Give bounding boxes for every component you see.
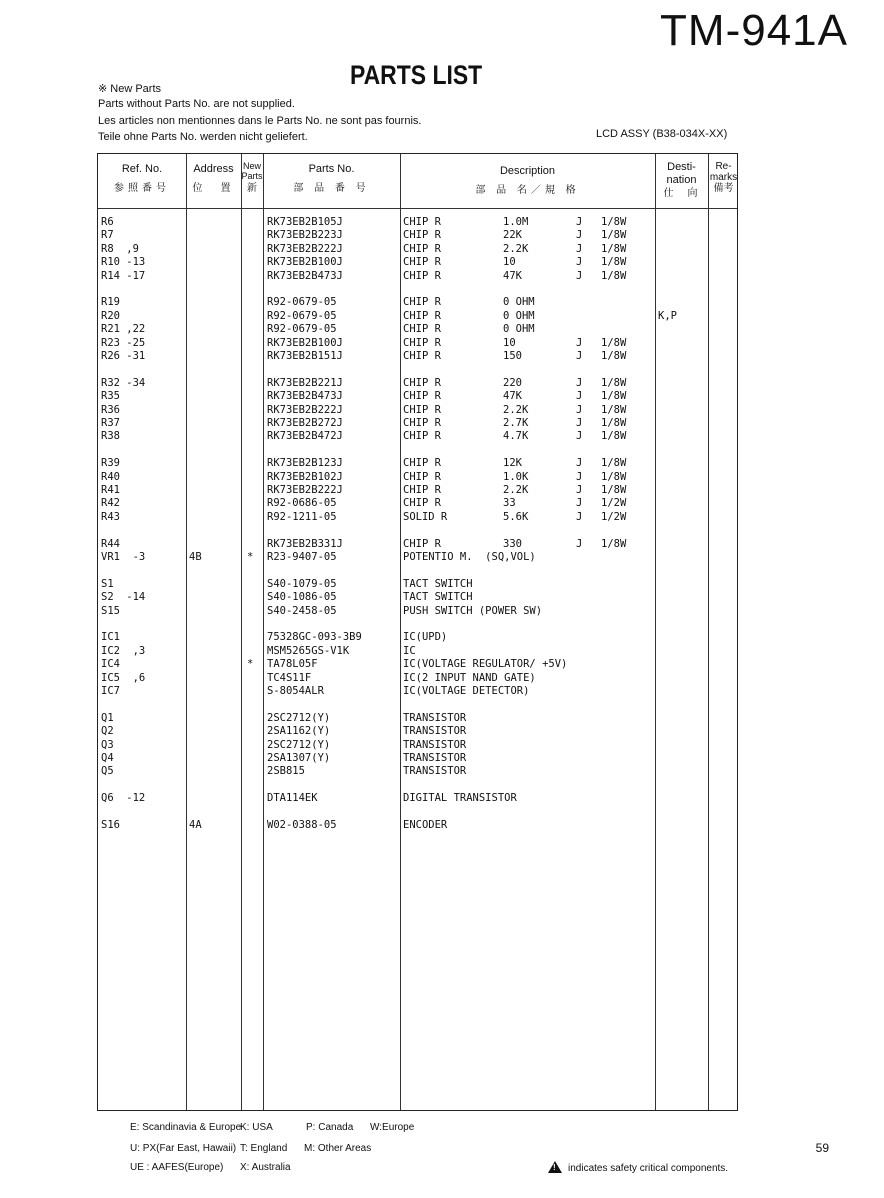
tolerance-cell: J <box>576 269 583 282</box>
table-row <box>98 484 738 497</box>
header-address: Address 位 置 <box>192 163 235 194</box>
value-cell: 33 <box>503 497 516 510</box>
description-cell: TACT SWITCH <box>403 591 473 604</box>
description-cell: TRANSISTOR <box>403 725 467 738</box>
part-number-cell: R92-0679-05 <box>267 296 337 309</box>
value-cell: 0 OHM <box>503 309 535 322</box>
description-cell: TRANSISTOR <box>403 738 467 751</box>
ref-cell: S1 <box>101 577 114 590</box>
ref-cell: S15 <box>101 604 120 617</box>
ref-cell: IC4 <box>101 658 120 671</box>
header-parts-no: Parts No. 部 品 番 号 <box>293 163 370 194</box>
description-cell: CHIP R <box>403 390 441 403</box>
legend-k: K: USA <box>240 1122 273 1133</box>
description-cell: CHIP R <box>403 484 441 496</box>
rating-cell: 1/8W <box>601 216 627 228</box>
ref-cell: R41 <box>101 484 120 496</box>
value-cell: 1.0M <box>503 216 529 228</box>
table-row <box>98 578 738 591</box>
tolerance-cell: J <box>576 229 583 242</box>
part-number-cell: RK73EB2B100J <box>267 256 343 269</box>
ref-cell: Q3 <box>101 738 114 751</box>
rating-cell: 1/8W <box>601 417 627 429</box>
tolerance-cell: J <box>576 376 583 389</box>
ref-cell: S2 -14 <box>101 591 146 604</box>
tolerance-cell: J <box>576 256 583 269</box>
tolerance-cell: J <box>576 390 583 403</box>
description-cell: CHIP R <box>403 537 441 550</box>
tolerance-cell: J <box>576 403 583 416</box>
value-cell: 47K <box>503 390 522 403</box>
ref-cell: S16 <box>101 819 120 831</box>
part-number-cell: R92-0686-05 <box>267 497 337 510</box>
description-cell: SOLID R <box>403 510 448 523</box>
description-cell: CHIP R <box>403 376 441 389</box>
assembly-label: LCD ASSY (B38-034X-XX) <box>596 128 728 140</box>
part-number-cell: S40-1079-05 <box>267 577 337 590</box>
table-row <box>98 390 738 403</box>
ref-cell: VR1 -3 <box>101 551 146 563</box>
value-cell: 47K <box>503 269 522 282</box>
description-cell: CHIP R <box>403 323 441 336</box>
ref-cell: R26 -31 <box>101 350 146 362</box>
description-cell: POTENTIO M. (SQ,VOL) <box>403 551 536 563</box>
description-cell: DIGITAL TRANSISTOR <box>403 792 517 805</box>
part-number-cell: S40-1086-05 <box>267 591 337 604</box>
rating-cell: 1/8W <box>601 484 627 496</box>
part-number-cell: R23-9407-05 <box>267 551 337 563</box>
ref-cell: R38 <box>101 430 120 443</box>
ref-cell: Q5 <box>101 765 114 778</box>
rating-cell: 1/8W <box>601 390 627 403</box>
value-cell: 2.2K <box>503 403 529 416</box>
part-number-cell: RK73EB2B473J <box>267 269 343 282</box>
ref-cell: R23 -25 <box>101 336 146 349</box>
table-row <box>98 337 738 350</box>
description-cell: IC(VOLTAGE REGULATOR/ +5V) <box>403 658 568 671</box>
part-number-cell: RK73EB2B123J <box>267 457 343 470</box>
rating-cell: 1/2W <box>601 497 627 510</box>
ref-cell: R20 <box>101 309 120 322</box>
legend-u: U: PX(Far East, Hawaii) <box>130 1143 237 1154</box>
rating-cell: 1/8W <box>601 229 627 242</box>
table-row <box>98 243 738 256</box>
part-number-cell: RK73EB2B331J <box>267 537 343 550</box>
description-cell: CHIP R <box>403 430 441 443</box>
ref-cell: R40 <box>101 470 120 483</box>
header-divider <box>98 208 737 209</box>
ref-cell: R42 <box>101 497 120 510</box>
ref-cell: R8 ,9 <box>101 242 139 255</box>
description-cell: IC(VOLTAGE DETECTOR) <box>403 685 530 697</box>
table-row <box>98 672 738 685</box>
note-german: Teile ohne Parts No. werden nicht geliefert. <box>98 131 308 143</box>
table-row <box>98 658 738 671</box>
value-cell: 10 <box>503 336 516 349</box>
description-cell: PUSH SWITCH (POWER SW) <box>403 604 543 617</box>
part-number-cell: 2SC2712(Y) <box>267 711 331 724</box>
description-cell: TRANSISTOR <box>403 752 467 764</box>
table-row <box>98 685 738 698</box>
ref-cell: R19 <box>101 296 120 309</box>
legend-e: E: Scandinavia & Europe <box>130 1122 242 1133</box>
part-number-cell: 2SB815 <box>267 765 305 778</box>
rating-cell: 1/8W <box>601 457 627 470</box>
description-cell: CHIP R <box>403 457 441 470</box>
ref-cell: Q2 <box>101 725 114 738</box>
table-row <box>98 430 738 443</box>
part-number-cell: RK73EB2B222J <box>267 242 343 255</box>
part-number-cell: DTA114EK <box>267 792 318 805</box>
rating-cell: 1/8W <box>601 403 627 416</box>
safety-note <box>548 1161 728 1174</box>
description-cell: CHIP R <box>403 470 441 483</box>
parts-table <box>97 153 738 1111</box>
ref-cell: IC7 <box>101 685 120 697</box>
table-row <box>98 765 738 778</box>
ref-cell: Q6 -12 <box>101 792 146 805</box>
part-number-cell: R92-1211-05 <box>267 510 337 523</box>
rating-cell: 1/8W <box>601 470 627 483</box>
part-number-cell: RK73EB2B472J <box>267 430 343 443</box>
table-row <box>98 591 738 604</box>
ref-cell: R44 <box>101 537 120 550</box>
rating-cell: 1/8W <box>601 336 627 349</box>
rating-cell: 1/8W <box>601 376 627 389</box>
part-number-cell: S-8054ALR <box>267 685 324 697</box>
header-ref: Ref. No. 参照番号 <box>114 163 170 194</box>
legend-ue: UE : AAFES(Europe) <box>130 1162 224 1173</box>
table-row <box>98 752 738 765</box>
value-cell: 4.7K <box>503 430 529 443</box>
value-cell: 220 <box>503 376 522 389</box>
description-cell: CHIP R <box>403 403 441 416</box>
description-cell: CHIP R <box>403 256 441 269</box>
ref-cell: R32 -34 <box>101 376 146 389</box>
rating-cell: 1/8W <box>601 242 627 255</box>
description-cell: CHIP R <box>403 336 441 349</box>
table-row <box>98 417 738 430</box>
address-cell: 4A <box>189 819 202 831</box>
table-row <box>98 792 738 805</box>
ref-cell: IC1 <box>101 631 120 644</box>
part-number-cell: RK73EB2B100J <box>267 336 343 349</box>
address-cell: 4B <box>189 551 202 563</box>
part-number-cell: W02-0388-05 <box>267 819 337 831</box>
table-row <box>98 471 738 484</box>
description-cell: CHIP R <box>403 216 441 228</box>
description-cell: TACT SWITCH <box>403 577 473 590</box>
table-row <box>98 712 738 725</box>
table-row <box>98 310 738 323</box>
part-number-cell: RK73EB2B105J <box>267 216 343 228</box>
tolerance-cell: J <box>576 350 583 362</box>
rating-cell: 1/8W <box>601 256 627 269</box>
part-number-cell: 2SC2712(Y) <box>267 738 331 751</box>
rating-cell: 1/8W <box>601 537 627 550</box>
table-row <box>98 350 738 363</box>
tolerance-cell: J <box>576 242 583 255</box>
table-row <box>98 296 738 309</box>
table-row <box>98 457 738 470</box>
rating-cell: 1/8W <box>601 430 627 443</box>
ref-cell: R36 <box>101 403 120 416</box>
table-row <box>98 551 738 564</box>
table-row <box>98 538 738 551</box>
ref-cell: R43 <box>101 510 120 523</box>
table-row <box>98 256 738 269</box>
rating-cell: 1/8W <box>601 350 627 362</box>
legend-x: X: Australia <box>240 1162 291 1173</box>
table-row <box>98 216 738 229</box>
ref-cell: R39 <box>101 457 120 470</box>
new-parts-cell: * <box>247 658 254 671</box>
rating-cell: 1/8W <box>601 269 627 282</box>
note-new-parts: ※ New Parts <box>98 83 162 95</box>
value-cell: 330 <box>503 537 522 550</box>
value-cell: 0 OHM <box>503 323 535 336</box>
ref-cell: R37 <box>101 417 120 429</box>
value-cell: 150 <box>503 350 522 362</box>
ref-cell: IC2 ,3 <box>101 644 146 657</box>
value-cell: 2.7K <box>503 417 529 429</box>
value-cell: 0 OHM <box>503 296 535 309</box>
tolerance-cell: J <box>576 457 583 470</box>
description-cell: CHIP R <box>403 497 441 510</box>
part-number-cell: 2SA1162(Y) <box>267 725 331 738</box>
description-cell: CHIP R <box>403 350 441 362</box>
description-cell: CHIP R <box>403 309 441 322</box>
safety-note-text: indicates safety critical components. <box>568 1163 729 1174</box>
ref-cell: R14 -17 <box>101 269 146 282</box>
value-cell: 5.6K <box>503 510 529 523</box>
value-cell: 1.0K <box>503 470 529 483</box>
legend-t: T: England <box>240 1143 288 1154</box>
ref-cell: Q4 <box>101 752 114 764</box>
description-cell: IC(2 INPUT NAND GATE) <box>403 671 536 684</box>
tolerance-cell: J <box>576 470 583 483</box>
table-row <box>98 631 738 644</box>
legend-m: M: Other Areas <box>304 1143 372 1154</box>
description-cell: IC(UPD) <box>403 631 448 644</box>
value-cell: 12K <box>503 457 522 470</box>
tolerance-cell: J <box>576 336 583 349</box>
note-english: Parts without Parts No. are not supplied. <box>98 98 295 110</box>
ref-cell: R35 <box>101 390 120 403</box>
part-number-cell: R92-0679-05 <box>267 323 337 336</box>
part-number-cell: R92-0679-05 <box>267 309 337 322</box>
description-cell: CHIP R <box>403 269 441 282</box>
tolerance-cell: J <box>576 430 583 443</box>
ref-cell: IC5 ,6 <box>101 671 146 684</box>
legend-w: W:Europe <box>370 1122 415 1133</box>
new-parts-cell: * <box>247 551 254 563</box>
ref-cell: R21 ,22 <box>101 323 146 336</box>
rating-cell: 1/2W <box>601 510 627 523</box>
table-row <box>98 270 738 283</box>
table-row <box>98 497 738 510</box>
part-number-cell: TA78L05F <box>267 658 318 671</box>
table-row <box>98 404 738 417</box>
part-number-cell: RK73EB2B222J <box>267 484 343 496</box>
table-row <box>98 819 738 832</box>
part-number-cell: RK73EB2B222J <box>267 403 343 416</box>
header-new-parts: New Parts 新 <box>241 161 263 194</box>
description-cell: CHIP R <box>403 229 441 242</box>
table-row <box>98 511 738 524</box>
tolerance-cell: J <box>576 216 583 228</box>
warning-triangle-icon <box>548 1161 562 1173</box>
part-number-cell: 75328GC-093-3B9 <box>267 631 362 644</box>
part-number-cell: S40-2458-05 <box>267 604 337 617</box>
header-description: Description 部 品 名／規 格 <box>475 165 580 196</box>
ref-cell: R7 <box>101 229 114 242</box>
table-row <box>98 229 738 242</box>
description-cell: CHIP R <box>403 242 441 255</box>
legend-p: P: Canada <box>306 1122 354 1133</box>
part-number-cell: RK73EB2B272J <box>267 417 343 429</box>
part-number-cell: RK73EB2B102J <box>267 470 343 483</box>
ref-cell: Q1 <box>101 711 114 724</box>
tolerance-cell: J <box>576 484 583 496</box>
ref-cell: R10 -13 <box>101 256 146 269</box>
tolerance-cell: J <box>576 537 583 550</box>
part-number-cell: TC4S11F <box>267 671 312 684</box>
header-destination: Desti- nation 仕 向 <box>663 161 700 199</box>
value-cell: 2.2K <box>503 242 529 255</box>
table-row <box>98 377 738 390</box>
value-cell: 2.2K <box>503 484 529 496</box>
table-row <box>98 323 738 336</box>
note-french: Les articles non mentionnes dans le Parts No. ne sont pas fournis. <box>98 115 422 127</box>
part-number-cell: 2SA1307(Y) <box>267 752 331 764</box>
description-cell: TRANSISTOR <box>403 765 467 778</box>
tolerance-cell: J <box>576 417 583 429</box>
description-cell: CHIP R <box>403 417 441 429</box>
description-cell: TRANSISTOR <box>403 711 467 724</box>
tolerance-cell: J <box>576 510 583 523</box>
page-number: 59 <box>815 1141 829 1155</box>
value-cell: 22K <box>503 229 522 242</box>
part-number-cell: RK73EB2B151J <box>267 350 343 362</box>
description-cell: ENCODER <box>403 819 448 831</box>
description-cell: CHIP R <box>403 296 441 309</box>
table-row <box>98 645 738 658</box>
table-row <box>98 725 738 738</box>
ref-cell: R6 <box>101 216 114 228</box>
part-number-cell: RK73EB2B223J <box>267 229 343 242</box>
table-row <box>98 739 738 752</box>
model-number: TM-941A <box>660 6 848 55</box>
description-cell: IC <box>403 644 416 657</box>
page-title: PARTS LIST <box>350 60 483 90</box>
tolerance-cell: J <box>576 497 583 510</box>
part-number-cell: RK73EB2B221J <box>267 376 343 389</box>
value-cell: 10 <box>503 256 516 269</box>
part-number-cell: RK73EB2B473J <box>267 390 343 403</box>
header-remarks: Re- marks 備考 <box>709 161 738 194</box>
part-number-cell: MSM5265GS-V1K <box>267 644 350 657</box>
table-row <box>98 605 738 618</box>
destination-cell: K,P <box>658 309 677 322</box>
